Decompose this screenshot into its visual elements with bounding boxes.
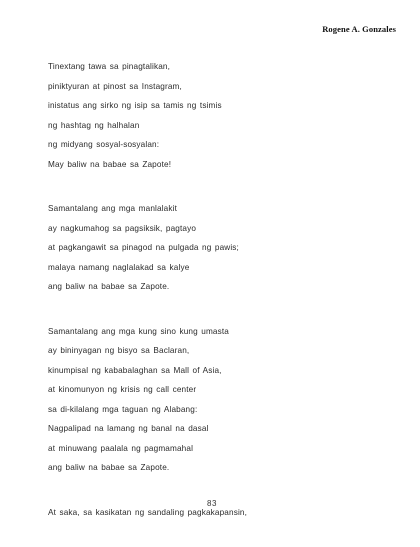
poem-line: at pagkangawit sa pinagod na pulgada ng pawis;	[48, 243, 239, 252]
poem-line: Samantalang ang mga kung sino kung umasta	[48, 326, 230, 336]
poem-line: at minuwang paalala ng pagmamahal	[48, 443, 194, 453]
poem-line: ay nagkumahog sa pagsiksik, pagtayo	[48, 223, 197, 233]
poem-line: ay bininyagan ng bisyo sa Baclaran,	[48, 346, 190, 355]
poem-line: At saka, sa kasikatan ng sandaling pagkakapansin,	[48, 507, 248, 517]
poem-line: Samantalang ang mga manlalakit	[48, 204, 178, 213]
poem-line: sa di-kilalang mga taguan ng Alabang:	[48, 404, 198, 414]
poem-line: ng midyang sosyal-sosyalan:	[48, 140, 160, 149]
poem-line: ng hashtag ng halhalan	[48, 120, 140, 130]
poem-line: at kinomunyon ng krisis ng call center	[48, 385, 197, 394]
poem-line: ang baliw na babae sa Zapote.	[48, 463, 170, 472]
poem-body	[48, 57, 388, 547]
stanza-1	[48, 57, 388, 174]
poem-line: Nagpalipad na lamang ng banal na dasal	[48, 424, 209, 433]
poem-line: piniktyuran at pinost sa Instagram,	[48, 81, 182, 91]
page-number: 83	[206, 499, 218, 508]
running-header-author: Rogene A. Gonzales	[322, 24, 396, 34]
stanza-2	[48, 199, 388, 297]
stanza-3	[48, 322, 388, 478]
poem-line: kinumpisal ng kababalaghan sa Mall of Asia,	[48, 365, 222, 375]
poem-line: malaya namang naglalakad sa kalye	[48, 262, 190, 272]
poem-line: May baliw na babae sa Zapote!	[48, 159, 172, 169]
poem-line: ang baliw na babae sa Zapote.	[48, 282, 170, 291]
poem-line: inistatus ang sirko ng isip sa tamis ng tsimis	[48, 101, 222, 110]
poem-line: Tinextang tawa sa pinagtalikan,	[48, 62, 171, 71]
